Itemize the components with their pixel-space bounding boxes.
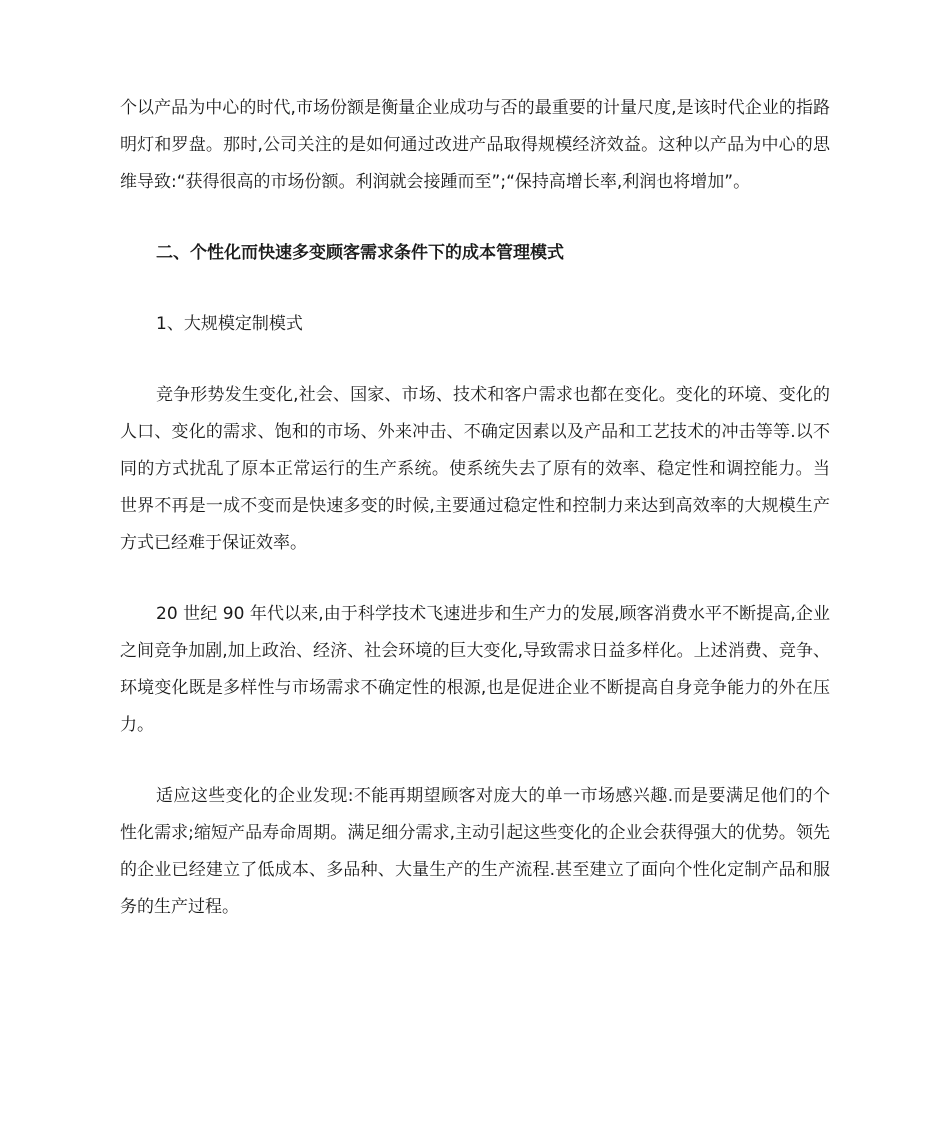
paragraph-3: 适应这些变化的企业发现:不能再期望顾客对庞大的单一市场感兴趣.而是要满足他们的个性化需求;缩短产品寿命周期。满足细分需求,主动引起这些变化的企业会获得强大的优势。领先的企业已经建立了低成本、多品种、大量生产的生产流程.甚至建立了面向个性化定制产品和服务的生产过程。: [120, 786, 830, 917]
subsection-heading: 1、大规模定制模式: [156, 314, 303, 334]
section-heading: 二、个性化而快速多变顾客需求条件下的成本管理模式: [156, 243, 564, 263]
paragraph-2: 20 世纪 90 年代以来,由于科学技术飞速进步和生产力的发展,顾客消费水平不断提高,企业之间竞争加剧,加上政治、经济、社会环境的巨大变化,导致需求日益多样化。上述消费、竞争、环境变化既是多样性与市场需求不确定性的根源,也是促进企业不断提高自身竞争能力的外在压力。: [120, 604, 830, 735]
paragraph-1: 竞争形势发生变化,社会、国家、市场、技术和客户需求也都在变化。变化的环境、变化的人口、变化的需求、饱和的市场、外来冲击、不确定因素以及产品和工艺技术的冲击等等.以不同的方式扰乱了原本正常运行的生产系统。使系统失去了原有的效率、稳定性和调控能力。当世界不再是一成不变而是快速多变的时候,主要通过稳定性和控制力来达到高效率的大规模生产方式已经难于保证效率。: [120, 385, 830, 553]
paragraph-continued: 个以产品为中心的时代,市场份额是衡量企业成功与否的最重要的计量尺度,是该时代企业的指路明灯和罗盘。那时,公司关注的是如何通过改进产品取得规模经济效益。这种以产品为中心的思维导致:“获得很高的市场份额。利润就会接踵而至”;“保持高增长率,利润也将增加”。: [120, 98, 830, 192]
